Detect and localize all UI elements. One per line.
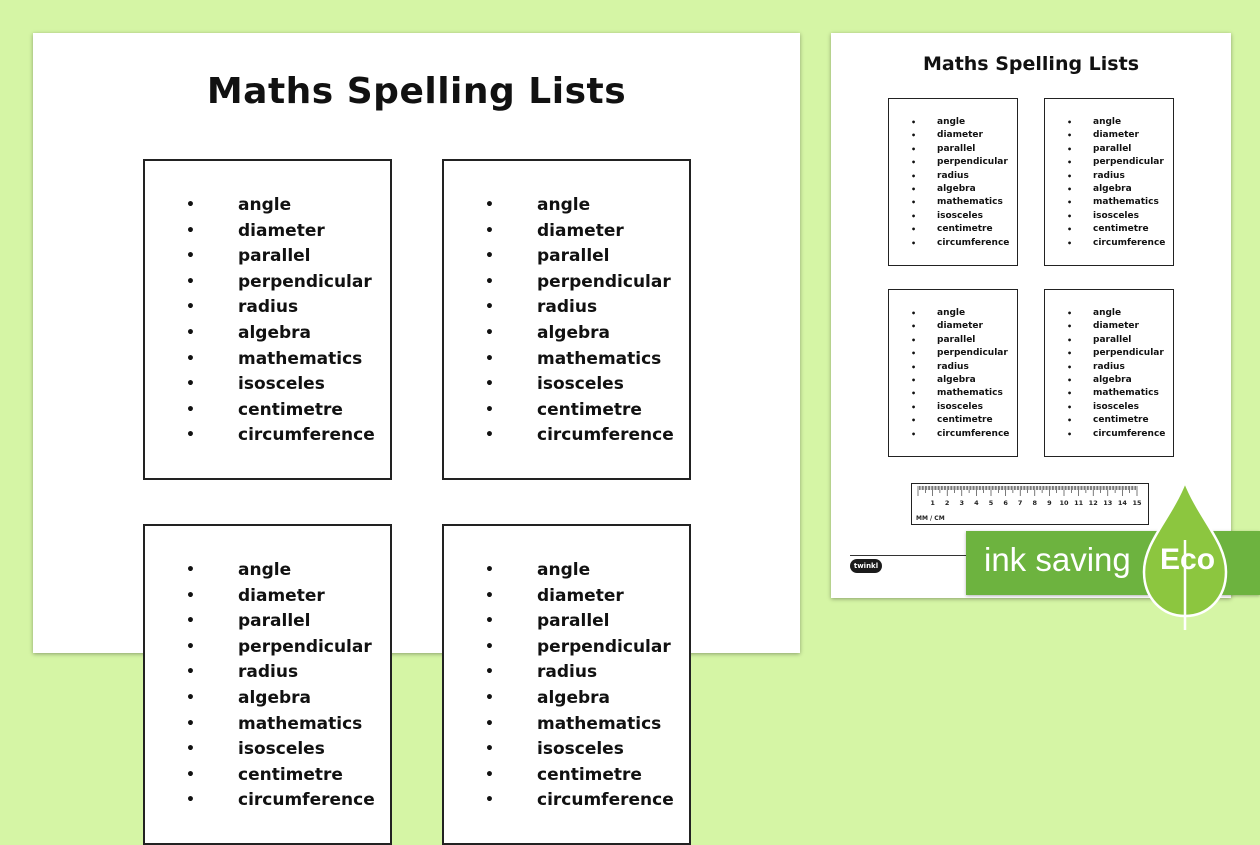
bullet-icon: • [186, 741, 195, 758]
spelling-word: mathematics [238, 348, 363, 369]
bullet-icon: • [1067, 335, 1073, 345]
spelling-word: centimetre [238, 764, 343, 785]
bullet-icon: • [1067, 402, 1073, 412]
bullet-icon: • [485, 222, 494, 239]
word-list-item [186, 635, 375, 661]
word-list-item [485, 635, 674, 661]
word-list-item [1067, 237, 1166, 250]
spelling-card [888, 98, 1018, 266]
spelling-word: circumference [1093, 428, 1166, 439]
spelling-word: circumference [537, 425, 674, 446]
word-list-item [186, 788, 375, 814]
word-list-item [186, 372, 375, 398]
spelling-word: perpendicular [937, 157, 1008, 168]
word-list-item [1067, 196, 1165, 209]
bullet-icon: • [911, 118, 917, 127]
bullet-icon: • [186, 197, 195, 213]
ruler-number: 1 [930, 499, 935, 507]
word-list-item [911, 183, 1009, 196]
spelling-word: parallel [537, 611, 610, 632]
word-list-item [1067, 129, 1165, 142]
word-list-item [911, 170, 1009, 183]
word-list-item [485, 193, 674, 219]
word-list-item [911, 320, 1009, 333]
spelling-word: isosceles [937, 401, 983, 412]
bullet-icon: • [911, 375, 917, 385]
ruler-number: 3 [959, 499, 965, 507]
spelling-word: angle [238, 195, 292, 215]
bullet-icon: • [485, 741, 494, 758]
spelling-word: circumference [537, 790, 674, 811]
word-list-item [485, 321, 674, 347]
word-list [186, 558, 375, 814]
bullet-icon: • [1067, 322, 1073, 332]
bullet-icon: • [911, 322, 917, 332]
spelling-word: angle [238, 560, 292, 580]
spelling-word: radius [937, 170, 969, 181]
spelling-word: diameter [537, 585, 624, 606]
word-list-item [1067, 387, 1165, 400]
spelling-word: algebra [238, 687, 312, 708]
word-list-item [911, 116, 1009, 129]
bullet-icon: • [485, 613, 494, 630]
spelling-word: algebra [937, 183, 976, 194]
word-list-item [1067, 401, 1165, 414]
bullet-icon: • [186, 350, 195, 367]
bullet-icon: • [911, 171, 917, 181]
bullet-icon: • [1067, 144, 1073, 154]
bullet-icon: • [1067, 158, 1073, 168]
word-list [1067, 307, 1166, 441]
spelling-word: angle [1093, 308, 1122, 318]
word-list-item [1067, 170, 1165, 183]
word-list-item [485, 347, 674, 373]
spelling-word: parallel [1093, 334, 1132, 345]
spelling-word: diameter [937, 130, 983, 141]
bullet-icon: • [1067, 171, 1073, 181]
word-list-item [911, 237, 1010, 250]
spelling-word: angle [937, 117, 966, 127]
spelling-word: radius [238, 297, 299, 318]
spelling-word: angle [537, 560, 591, 580]
spelling-word: perpendicular [537, 271, 671, 292]
spelling-word: isosceles [1093, 210, 1139, 221]
spelling-word: diameter [937, 321, 983, 332]
word-list [911, 307, 1010, 441]
bullet-icon: • [186, 273, 195, 290]
word-list-item [485, 609, 674, 635]
word-list-item [485, 372, 674, 398]
word-list-item [186, 244, 375, 270]
bullet-icon: • [485, 792, 494, 809]
bullet-icon: • [186, 792, 195, 809]
spelling-word: parallel [238, 246, 311, 267]
word-list-item [911, 223, 1009, 236]
spelling-word: centimetre [537, 399, 642, 420]
word-list [485, 193, 674, 449]
bullet-icon: • [485, 638, 494, 655]
spelling-word: angle [937, 308, 966, 318]
bullet-icon: • [1067, 198, 1073, 208]
bullet-icon: • [485, 689, 494, 706]
spelling-word: isosceles [937, 210, 983, 221]
bullet-icon: • [485, 427, 494, 444]
spelling-word: radius [1093, 361, 1125, 372]
word-list-item [186, 712, 375, 738]
word-list-item [1067, 116, 1165, 129]
spelling-word: diameter [537, 220, 624, 241]
word-list-item [911, 129, 1009, 142]
bullet-icon: • [1067, 225, 1073, 235]
word-list-item [1067, 428, 1166, 441]
bullet-icon: • [911, 131, 917, 141]
page-title: Maths Spelling Lists [206, 71, 627, 112]
word-list-item [186, 763, 375, 789]
bullet-icon: • [1067, 211, 1073, 221]
word-list-item [186, 737, 375, 763]
word-list-item [186, 295, 375, 321]
word-list-item [911, 156, 1009, 169]
bullet-icon: • [485, 664, 494, 681]
word-list-item [485, 270, 674, 296]
spelling-word: diameter [1093, 130, 1139, 141]
word-list-item [911, 210, 1009, 223]
spelling-word: parallel [937, 334, 976, 345]
spelling-word: centimetre [937, 224, 993, 235]
word-list-item [186, 609, 375, 635]
ruler-scale [912, 484, 1147, 523]
word-list-item [911, 307, 1009, 320]
word-list-item [485, 423, 674, 449]
bullet-icon: • [186, 299, 195, 316]
bullet-icon: • [186, 689, 195, 706]
bullet-icon: • [485, 324, 494, 341]
bullet-icon: • [1067, 416, 1073, 426]
spelling-word: algebra [537, 322, 611, 343]
bullet-icon: • [1067, 238, 1073, 248]
word-list-item [186, 398, 375, 424]
spelling-word: circumference [937, 428, 1010, 439]
bullet-icon: • [485, 248, 494, 265]
bullet-icon: • [186, 324, 195, 341]
spelling-word: radius [238, 662, 299, 683]
spelling-word: isosceles [238, 374, 325, 395]
spelling-word: circumference [238, 790, 375, 811]
spelling-card [442, 159, 691, 480]
bullet-icon: • [1067, 389, 1073, 399]
word-list-item [485, 295, 674, 321]
word-list-item [186, 660, 375, 686]
word-list-item [1067, 334, 1165, 347]
spelling-word: perpendicular [238, 271, 372, 292]
spelling-word: mathematics [1093, 388, 1159, 399]
twinkl-logo: twinkl [850, 559, 882, 573]
spelling-word: mathematics [238, 713, 363, 734]
spelling-word: centimetre [238, 399, 343, 420]
bullet-icon: • [1067, 131, 1073, 141]
bullet-icon: • [1067, 429, 1073, 439]
spelling-word: radius [537, 662, 598, 683]
word-list-item [485, 660, 674, 686]
ruler-number: 9 [1047, 499, 1052, 507]
spelling-word: algebra [1093, 374, 1132, 385]
bullet-icon: • [911, 309, 917, 318]
bullet-icon: • [911, 211, 917, 221]
word-list-item [1067, 374, 1165, 387]
ruler-image [911, 483, 1149, 525]
word-list-item [911, 361, 1009, 374]
bullet-icon: • [186, 222, 195, 239]
spelling-word: isosceles [537, 739, 624, 760]
spelling-word: mathematics [937, 197, 1003, 208]
spelling-word: circumference [937, 237, 1010, 248]
word-list-item [1067, 143, 1165, 156]
spelling-word: parallel [1093, 143, 1132, 154]
bullet-icon: • [186, 613, 195, 630]
spelling-word: centimetre [937, 415, 993, 426]
spelling-word: algebra [238, 322, 312, 343]
word-list-item [911, 374, 1009, 387]
spelling-word: perpendicular [238, 636, 372, 657]
spelling-word: circumference [238, 425, 375, 446]
spelling-word: parallel [238, 611, 311, 632]
ruler-number: 8 [1032, 499, 1038, 507]
bullet-icon: • [911, 144, 917, 154]
spelling-word: centimetre [1093, 224, 1149, 235]
spelling-word: angle [537, 195, 591, 215]
word-list-item [485, 398, 674, 424]
spelling-word: perpendicular [1093, 157, 1164, 168]
ruler-unit-label: MM / CM [916, 515, 945, 522]
bullet-icon: • [911, 225, 917, 235]
bullet-icon: • [485, 715, 494, 732]
bullet-icon: • [485, 376, 494, 393]
bullet-icon: • [186, 587, 195, 604]
ruler-number: 13 [1103, 499, 1113, 507]
bullet-icon: • [186, 401, 195, 418]
word-list-item [911, 401, 1009, 414]
spelling-word: perpendicular [1093, 348, 1164, 359]
word-list-item [911, 196, 1009, 209]
bullet-icon: • [1067, 118, 1073, 127]
bullet-icon: • [186, 766, 195, 783]
ruler-number: 11 [1074, 499, 1084, 507]
spelling-word: algebra [537, 687, 611, 708]
word-list-item [485, 558, 674, 584]
ruler-number: 2 [944, 499, 950, 507]
bullet-icon: • [911, 429, 917, 439]
word-list [1067, 116, 1166, 250]
ruler-number: 10 [1059, 499, 1069, 507]
word-list-item [485, 737, 674, 763]
bullet-icon: • [911, 158, 917, 168]
bullet-icon: • [485, 562, 494, 578]
bullet-icon: • [186, 376, 195, 393]
word-list-item [186, 321, 375, 347]
bullet-icon: • [911, 335, 917, 345]
spelling-word: isosceles [537, 374, 624, 395]
word-list-item [485, 763, 674, 789]
word-list [485, 558, 674, 814]
ruler-number: 12 [1088, 499, 1098, 507]
word-list-item [1067, 183, 1165, 196]
ruler-number: 15 [1132, 499, 1142, 507]
spelling-word: mathematics [537, 713, 662, 734]
bullet-icon: • [186, 715, 195, 732]
word-list-item [911, 414, 1009, 427]
bullet-icon: • [1067, 362, 1073, 372]
word-list-item [485, 244, 674, 270]
word-list-item [485, 219, 674, 245]
bullet-icon: • [485, 197, 494, 213]
spelling-word: centimetre [537, 764, 642, 785]
word-list-item [186, 686, 375, 712]
word-list-item [186, 270, 375, 296]
word-list-item [911, 347, 1009, 360]
word-list-item [485, 686, 674, 712]
bullet-icon: • [911, 362, 917, 372]
spelling-word: diameter [238, 220, 325, 241]
word-list-item [911, 334, 1009, 347]
word-list-item [186, 347, 375, 373]
word-list-item [485, 788, 674, 814]
bullet-icon: • [911, 402, 917, 412]
ruler-number: 4 [974, 499, 979, 507]
word-list-item [1067, 414, 1165, 427]
bullet-icon: • [1067, 184, 1073, 194]
spelling-word: perpendicular [937, 348, 1008, 359]
spelling-word: diameter [238, 585, 325, 606]
word-list-item [911, 143, 1009, 156]
bullet-icon: • [485, 587, 494, 604]
word-list-item [186, 423, 375, 449]
word-list-item [485, 712, 674, 738]
word-list-item [1067, 361, 1165, 374]
word-list-item [186, 193, 375, 219]
word-list-item [911, 428, 1010, 441]
bullet-icon: • [911, 416, 917, 426]
spelling-word: algebra [1093, 183, 1132, 194]
spelling-word: centimetre [1093, 415, 1149, 426]
word-list [186, 193, 375, 449]
bullet-icon: • [1067, 375, 1073, 385]
spelling-word: radius [937, 361, 969, 372]
ruler-number: 14 [1117, 499, 1127, 507]
spelling-card [888, 289, 1018, 457]
page-title: Maths Spelling Lists [922, 53, 1140, 75]
word-list-item [186, 584, 375, 610]
bullet-icon: • [1067, 349, 1073, 359]
bullet-icon: • [186, 638, 195, 655]
bullet-icon: • [186, 562, 195, 578]
word-list-item [485, 584, 674, 610]
ink-saving-text: ink saving [984, 541, 1131, 578]
bullet-icon: • [485, 350, 494, 367]
bullet-icon: • [485, 766, 494, 783]
word-list-item [911, 387, 1009, 400]
word-list-item [1067, 223, 1165, 236]
spelling-word: mathematics [1093, 197, 1159, 208]
spelling-word: radius [537, 297, 598, 318]
spelling-word: radius [1093, 170, 1125, 181]
word-list [911, 116, 1010, 250]
ruler-number: 7 [1017, 499, 1023, 507]
spelling-word: algebra [937, 374, 976, 385]
word-list-item [1067, 307, 1165, 320]
word-list-item [1067, 210, 1165, 223]
bullet-icon: • [911, 198, 917, 208]
spelling-word: mathematics [537, 348, 662, 369]
bullet-icon: • [485, 273, 494, 290]
spelling-card [143, 159, 392, 480]
spelling-word: diameter [1093, 321, 1139, 332]
spelling-word: perpendicular [537, 636, 671, 657]
spelling-word: isosceles [238, 739, 325, 760]
spelling-card [143, 524, 392, 845]
bullet-icon: • [485, 401, 494, 418]
eco-badge-label: Eco [1160, 543, 1216, 576]
spelling-word: parallel [937, 143, 976, 154]
word-list-item [186, 558, 375, 584]
bullet-icon: • [911, 238, 917, 248]
spelling-word: isosceles [1093, 401, 1139, 412]
bullet-icon: • [186, 427, 195, 444]
spelling-word: angle [1093, 117, 1122, 127]
spelling-card [1044, 98, 1174, 266]
spelling-card [1044, 289, 1174, 457]
bullet-icon: • [485, 299, 494, 316]
bullet-icon: • [911, 184, 917, 194]
spelling-word: circumference [1093, 237, 1166, 248]
word-list-item [1067, 347, 1165, 360]
spelling-card [442, 524, 691, 845]
large-page-preview [33, 33, 800, 811]
bullet-icon: • [911, 349, 917, 359]
spelling-word: parallel [537, 246, 610, 267]
word-list-item [1067, 156, 1165, 169]
bullet-icon: • [186, 248, 195, 265]
bullet-icon: • [1067, 309, 1073, 318]
word-list-item [186, 219, 375, 245]
ruler-number: 5 [988, 499, 994, 507]
bullet-icon: • [911, 389, 917, 399]
ruler-number: 6 [1003, 499, 1008, 507]
spelling-word: mathematics [937, 388, 1003, 399]
bullet-icon: • [186, 664, 195, 681]
word-list-item [1067, 320, 1165, 333]
